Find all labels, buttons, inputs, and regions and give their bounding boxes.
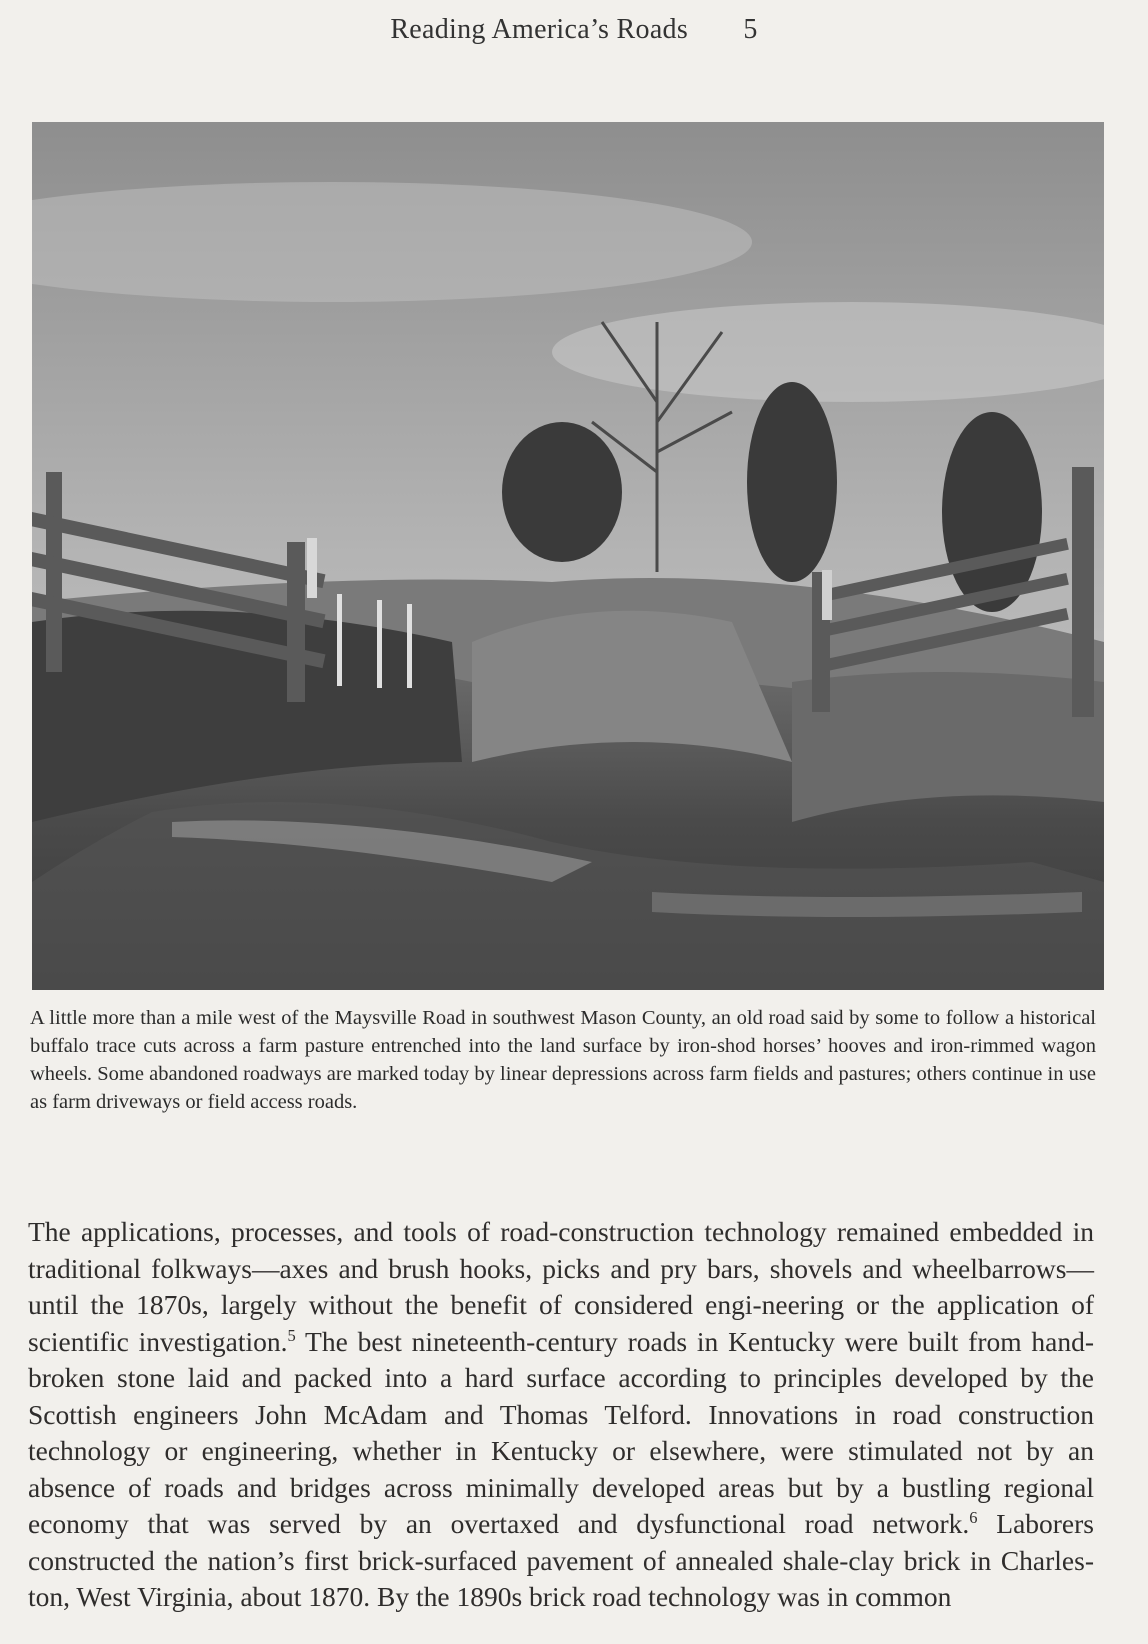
body-text-part: Laborers constructed the nation’s first brick-surfaced pavement of annealed shale-clay brick in Charles-ton, West Virginia, about 1870. By the 1890s brick road technology was in common — [28, 1508, 1094, 1612]
figure-caption: A little more than a mile west of the Maysville Road in southwest Mason County, an old road said by some to follow a historical buffalo trace cuts across a farm pasture entrenched into the land surface by iron-shod horses’ hooves and iron-rimmed wagon wheels. Some abandoned roadways are marked today by linear depressions across farm fields and pastures; others continue in use as farm driveways or field access roads. — [30, 1007, 1096, 1113]
body-paragraph — [28, 1214, 1094, 1616]
footnote-marker[interactable]: 5 — [287, 1325, 296, 1345]
footnote-marker[interactable]: 6 — [969, 1507, 978, 1527]
figure-photo — [32, 122, 1104, 990]
body-text-part: The applications, processes, and tools of road-construction technology remained embedded in traditional folkways—axes and brush hooks, picks and pry bars, shovels and wheelbarrows—until the 1870s, largely without the benefit of considered engi-neering or the application of scientific investigation. — [28, 1216, 1094, 1357]
running-head-title: Reading America’s Roads — [390, 14, 689, 45]
page-number: 5 — [743, 14, 758, 45]
body-text-part: The best nineteenth-century roads in Kentucky were built from hand-broken stone laid and packed into a hard surface according to principles developed by the Scottish engineers John McAdam and Thomas Telford. Innovations in road construction technology or engineering, whether in Kentucky or elsewhere, were stimulated not by an absence of roads and bridges across minimally developed areas but by a bustling regional economy that was served by an overtaxed and dysfunctional road network. — [28, 1325, 1095, 1539]
running-head — [0, 14, 1148, 46]
